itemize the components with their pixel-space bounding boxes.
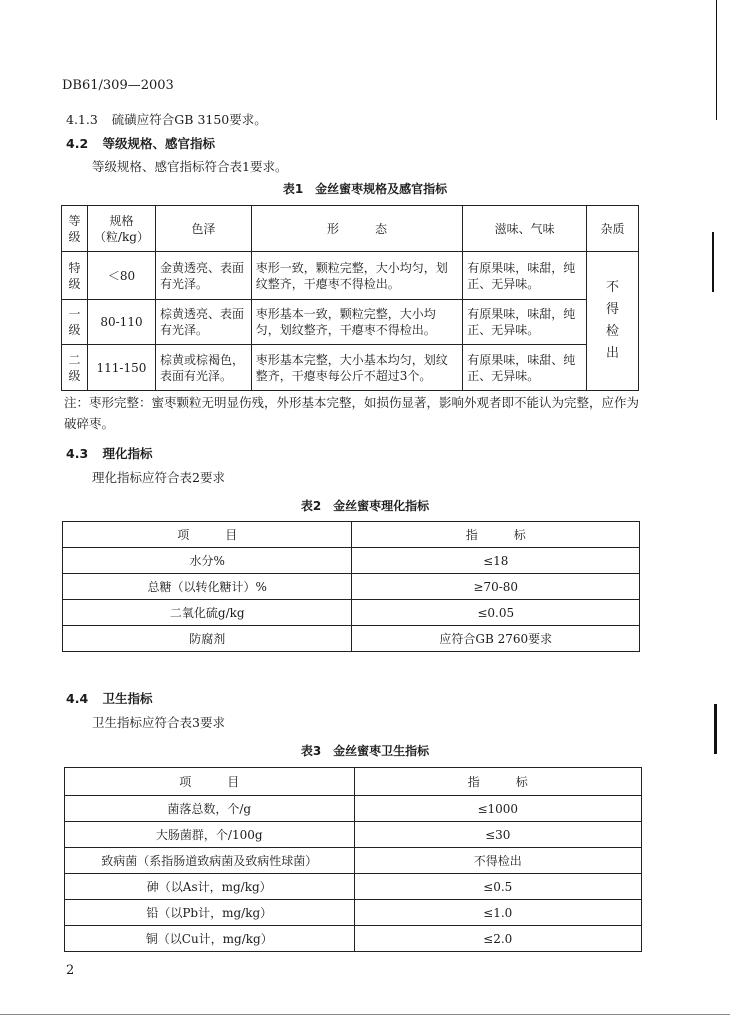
spec-cell: 80-110 <box>87 300 155 345</box>
doc-code: DB61/309—2003 <box>62 78 174 93</box>
scan-edge-mark <box>714 704 717 754</box>
header-impurity: 杂质 <box>586 206 638 252</box>
taste-cell: 有原果味，味甜，纯正、无异味。 <box>463 252 587 300</box>
table2 <box>62 521 640 652</box>
color-cell: 棕黄透亮、表面有光泽。 <box>155 300 251 345</box>
value-cell: ≤0.5 <box>354 874 642 900</box>
table1-caption: 表1 金丝蜜枣规格及感官指标 <box>282 182 448 196</box>
table-row <box>65 822 642 848</box>
value-cell: ≤18 <box>352 548 640 574</box>
header-shape: 形 态 <box>251 206 463 252</box>
table-row <box>65 926 642 952</box>
table1-header-row <box>62 206 639 252</box>
grade-cell: 二级 <box>62 345 88 391</box>
header-value: 指 标 <box>352 522 640 548</box>
section-4-3-body: 理化指标应符合表2要求 <box>92 470 225 485</box>
color-cell: 金黄透亮、表面有光泽。 <box>155 252 251 300</box>
spec-cell: 111-150 <box>87 345 155 391</box>
section-title: 卫生指标 <box>102 691 153 706</box>
table-row <box>65 848 642 874</box>
header-item: 项 目 <box>65 768 355 796</box>
table3-header-row <box>65 768 642 796</box>
section-number: 4.2 <box>66 136 89 151</box>
table-row <box>63 626 640 652</box>
impurity-cell: 不得检出 <box>586 252 638 391</box>
item-cell: 致病菌（系指肠道致病菌及致病性球菌） <box>65 848 355 874</box>
item-cell: 铅（以Pb计，mg/kg） <box>65 900 355 926</box>
value-cell: ≤0.05 <box>352 600 640 626</box>
taste-cell: 有原果味，味甜，纯正、无异味。 <box>463 300 587 345</box>
grade-cell: 特级 <box>62 252 88 300</box>
value-cell: ≥70-80 <box>352 574 640 600</box>
value-cell: 不得检出 <box>354 848 642 874</box>
section-text: 硫磺应符合GB 3150要求。 <box>111 112 267 127</box>
value-cell: ≤1000 <box>354 796 642 822</box>
item-cell: 铜（以Cu计，mg/kg） <box>65 926 355 952</box>
header-grade: 等级 <box>62 206 88 252</box>
section-4-3-heading <box>66 444 153 462</box>
table-row <box>63 574 640 600</box>
item-cell: 二氧化硫g/kg <box>63 600 352 626</box>
section-4-2-heading <box>66 134 215 152</box>
table-row <box>63 548 640 574</box>
value-cell: ≤2.0 <box>354 926 642 952</box>
item-cell: 防腐剂 <box>63 626 352 652</box>
table3 <box>64 767 642 952</box>
table-row <box>62 300 639 345</box>
header-spec: 规格（粒/kg） <box>87 206 155 252</box>
section-number: 4.1.3 <box>66 112 98 127</box>
section-title: 等级规格、感官指标 <box>102 136 216 151</box>
section-4-2-body: 等级规格、感官指标符合表1要求。 <box>92 159 288 174</box>
table3-caption: 表3 金丝蜜枣卫生指标 <box>300 744 430 758</box>
item-cell: 总糖（以转化糖计）% <box>63 574 352 600</box>
header-taste: 滋味、气味 <box>463 206 587 252</box>
header-value: 指 标 <box>354 768 642 796</box>
table-row <box>65 874 642 900</box>
item-cell: 水分% <box>63 548 352 574</box>
item-cell: 砷（以As计，mg/kg） <box>65 874 355 900</box>
table-row <box>65 796 642 822</box>
header-color: 色泽 <box>155 206 251 252</box>
table1 <box>61 205 639 391</box>
item-cell: 大肠菌群，个/100g <box>65 822 355 848</box>
table2-header-row <box>63 522 640 548</box>
scan-edge-mark <box>712 232 714 292</box>
table2-caption: 表2 金丝蜜枣理化指标 <box>300 499 430 513</box>
table-row <box>62 252 639 300</box>
section-title: 理化指标 <box>102 446 153 461</box>
section-4-4-body: 卫生指标应符合表3要求 <box>92 715 225 730</box>
section-4-4-heading <box>66 689 153 707</box>
color-cell: 棕黄或棕褐色，表面有光泽。 <box>155 345 251 391</box>
page-number: 2 <box>66 963 75 978</box>
grade-cell: 一级 <box>62 300 88 345</box>
table1-note: 注：枣形完整：蜜枣颗粒无明显伤残，外形基本完整，如损伤显著，影响外观者即不能认为完整，应作为破碎枣。 <box>64 395 640 431</box>
table-row <box>65 900 642 926</box>
section-4-1-3 <box>66 110 267 128</box>
table-row <box>63 600 640 626</box>
table-row <box>62 345 639 391</box>
item-cell: 菌落总数，个/g <box>65 796 355 822</box>
value-cell: ≤30 <box>354 822 642 848</box>
header-item: 项 目 <box>63 522 352 548</box>
shape-cell: 枣形一致，颗粒完整，大小均匀，划纹整齐，干瘪枣不得检出。 <box>251 252 463 300</box>
section-number: 4.3 <box>66 446 89 461</box>
shape-cell: 枣形基本完整，大小基本均匀，划纹整齐，干瘪枣每公斤不超过3个。 <box>251 345 463 391</box>
taste-cell: 有原果味，味甜、纯正、无异味。 <box>463 345 587 391</box>
value-cell: 应符合GB 2760要求 <box>352 626 640 652</box>
scan-edge-mark <box>716 0 717 120</box>
value-cell: ≤1.0 <box>354 900 642 926</box>
shape-cell: 枣形基本一致，颗粒完整，大小均匀，划纹整齐，干瘪枣不得检出。 <box>251 300 463 345</box>
spec-cell: ＜80 <box>87 252 155 300</box>
section-number: 4.4 <box>66 691 89 706</box>
scan-bottom-line <box>0 1014 730 1015</box>
